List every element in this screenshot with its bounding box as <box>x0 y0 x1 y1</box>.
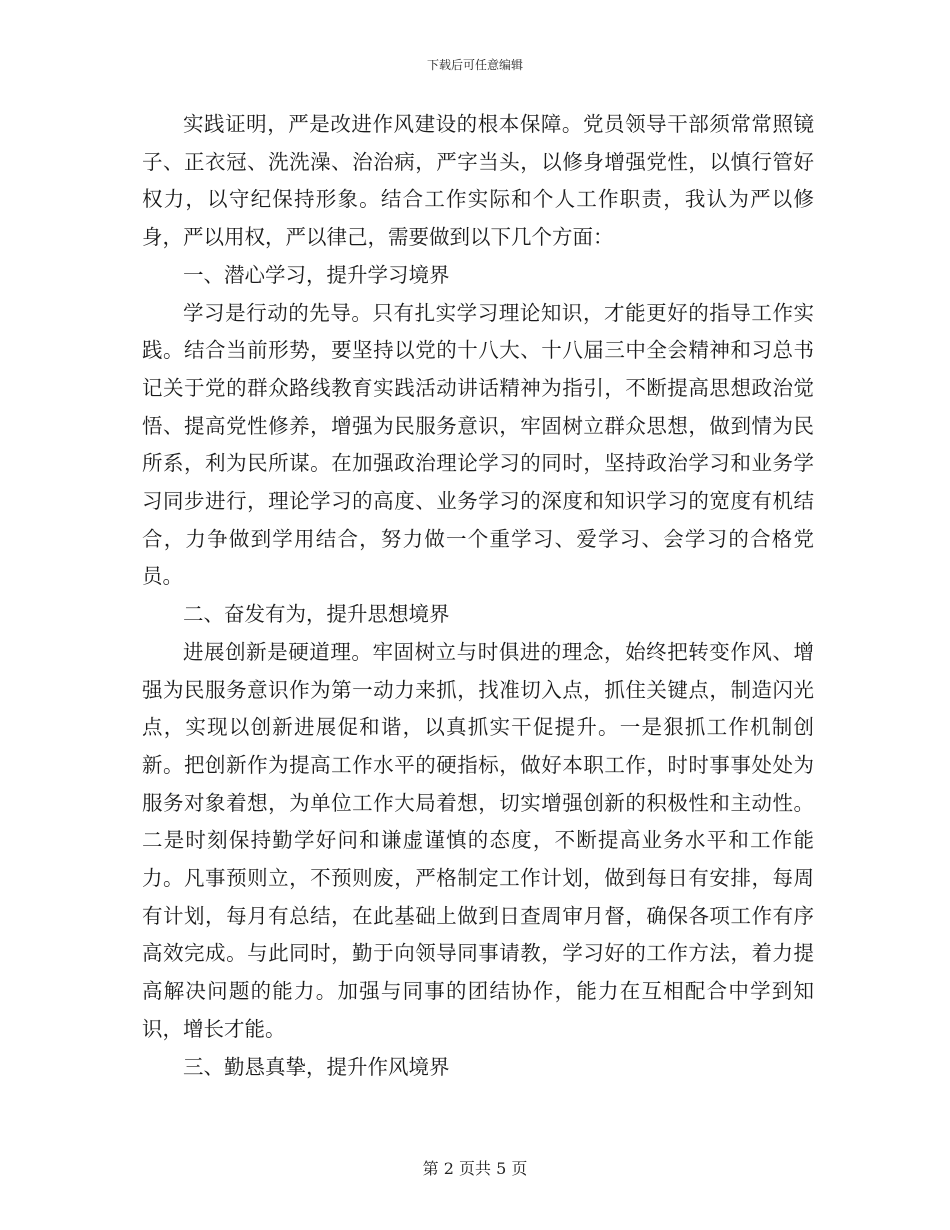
page-header: 下载后可任意编辑 <box>426 58 523 72</box>
section-heading: 二、奋发有为，提升思想境界 <box>183 602 450 627</box>
page-footer: 第 2 页共 5 页 <box>422 1159 528 1178</box>
body-paragraph: 实践证明，严是改进作风建设的根本保障。党员领导干部须常常照镜子、正衣冠、洗洗澡、治治病，严字当头，以修身增强党性，以慎行管好权力，以守纪保持形象。结合工作实际和个人工作职责，我认为严以修身，严以用权，严以律己，需要做到以下几个方面： <box>142 112 814 250</box>
body-paragraph: 进展创新是硬道理。牢固树立与时俱进的理念，始终把转变作风、增强为民服务意识作为第一动力来抓，找准切入点，抓住关键点，制造闪光点，实现以创新进展促和谐，以真抓实干促提升。一是狠抓工作机制创新。把创新作为提高工作水平的硬指标，做好本职工作，时时事事处处为服务对象着想，为单位工作大局着想，切实增强创新的积极性和主动性。二是时刻保持勤学好问和谦虚谨慎的态度，不断提高业务水平和工作能力。凡事预则立，不预则废，严格制定工作计划，做到每日有安排，每周有计划，每月有总结，在此基础上做到日查周审月督，确保各项工作有序高效完成。与此同时，勤于向领导同事请教，学习好的工作方法，着力提高解决问题的能力。加强与同事的团结协作，能力在互相配合中学到知识，增长才能。 <box>142 639 814 1041</box>
body-paragraph: 学习是行动的先导。只有扎实学习理论知识，才能更好的指导工作实践。结合当前形势，要坚持以党的十八大、十八届三中全会精神和习总书记关于党的群众路线教育实践活动讲话精神为指引，不断提高思想政治觉悟、提高党性修养，增强为民服务意识，牢固树立群众思想，做到情为民所系，利为民所谋。在加强政治理论学习的同时，坚持政治学习和业务学习同步进行，理论学习的高度、业务学习的深度和知识学习的宽度有机结合，力争做到学用结合，努力做一个重学习、爱学习、会学习的合格党员。 <box>142 300 814 589</box>
section-heading: 三、勤恳真挚，提升作风境界 <box>183 1054 450 1079</box>
document-body <box>142 106 814 1086</box>
section-heading: 一、潜心学习，提升学习境界 <box>183 262 450 287</box>
